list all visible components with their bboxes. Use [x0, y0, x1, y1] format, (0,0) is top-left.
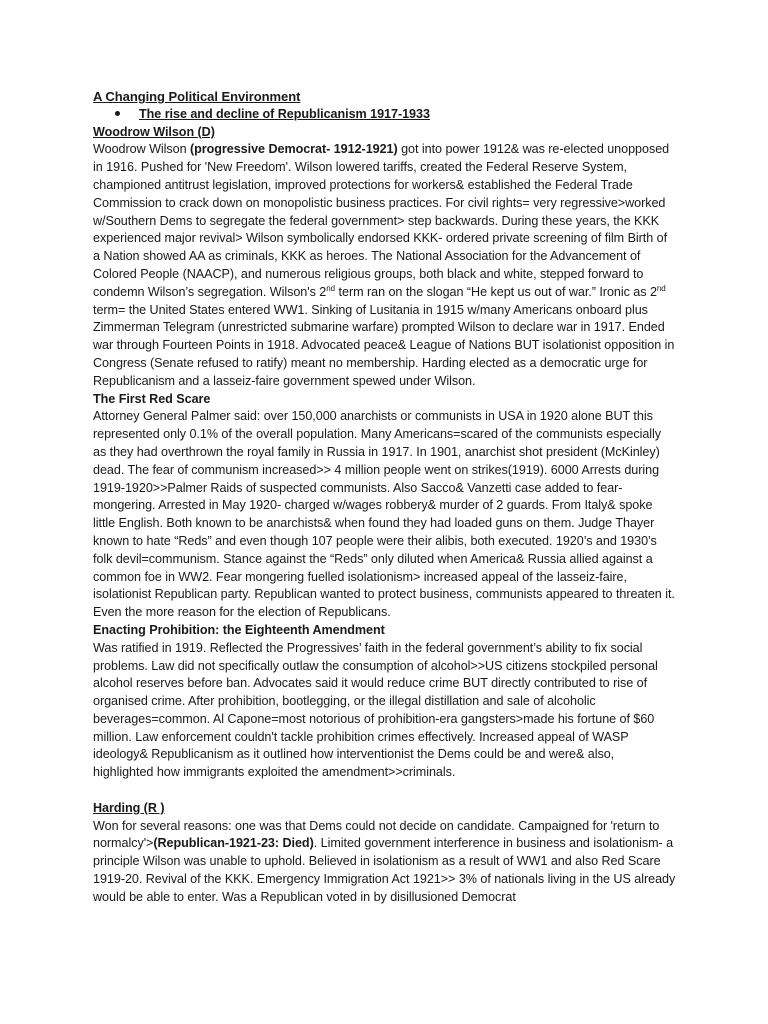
bullet-item [93, 106, 677, 124]
harding-paragraph [93, 818, 677, 907]
document-title: A Changing Political Environment [93, 89, 301, 104]
wilson-text-a: Woodrow Wilson [93, 142, 190, 157]
redscare-heading: The First Red Scare [93, 391, 211, 406]
wilson-text-c: term ran on the slogan “He kept us out of war.” Ironic as 2 [335, 284, 657, 299]
harding-heading: Harding (R ) [93, 800, 165, 815]
bullet-text: The rise and decline of Republicanism 1917-1933 [139, 106, 430, 121]
wilson-sup-1: nd [326, 283, 336, 293]
wilson-sup-2: nd [656, 283, 666, 293]
prohibition-heading: Enacting Prohibition: the Eighteenth Amendment [93, 622, 385, 637]
document-page [93, 88, 677, 907]
redscare-paragraph: Attorney General Palmer said: over 150,000 anarchists or communists in USA in 1920 alone BUT this represented only 0.1% of the overall population. Many Americans=scared of the communists especially as they had overthrown the royal family in Russia in 1917. In 1901, anarchist shot president (McKinley) dead. The fear of communism increased>> 4 million people went on strikes(1919). 6000 Arrests during 1919-1920>>Palmer Raids of suspected communists. Also Sacco& Vanzetti case added to fear-mongering. Arrested in May 1920- charged w/wages robbery& murder of 2 guards. From Italy& spoke little English. Both known to be anarchists& when found they had loaded guns on them. Judge Thayer known to hate “Reds” and even though 107 people were their alibis, both executed. 1920’s and 1930’s folk devil=communism. Stance against the “Reds” only diluted when America& Russia allied against a common foe in WW2. Fear mongering fuelled isolationism> increased appeal of the lasseiz-faire, isolationist Republican party. Republican wanted to protect business, communists appeared to threaten it. Even the more reason for the election of Republicans. [93, 409, 675, 620]
wilson-text-b: got into power 1912& was re-elected unopposed in 1916. Pushed for 'New Freedom'. Wilson lowered tariffs, created the Federal Reserve System, championed antitrust legislation, improved protections for workers& established the Federal Trade Commission to crack down on monopolistic business practices. For civil rights= very regressive>worked w/Southern Dems to segregate the federal government> step backwards. During these years, the KKK experienced major revival> Wilson symbolically endorsed KKK- ordered private screening of film Birth of a Nation showed AA as criminals, KKK as heroes. The National Association for the Advancement of Colored People (NAACP), and numerous religious groups, both black and white, stepped forward to condemn Wilson’s segregation. Wilson's 2 [93, 142, 670, 299]
wilson-heading: Woodrow Wilson (D) [93, 124, 215, 139]
blank-line [93, 782, 677, 800]
harding-text-b: . Limited government interference in business and isolationism- a principle Wilson was unable to uphold. Believed in isolationism as a result of WW1 and also Red Scare 1919-20. Revival of the KKK. Emergency Immigration Act 1921>> 3% of nationals living in the US already would be able to enter. Was a Republican voted in by disillusioned Democrat [93, 836, 676, 904]
harding-text-a: Won for several reasons: one was that Dems could not decide on candidate. Campaigned for 'return to normalcy'> [93, 818, 660, 851]
harding-text-bold: (Republican-1921-23: Died) [153, 836, 314, 851]
wilson-text-d: term= the United States entered WW1. Sinking of Lusitania in 1915 w/many Americans onboard plus Zimmerman Telegram (unrestricted submarine warfare) prompted Wilson to declare war in 1917. Ended war through Fourteen Points in 1918. Advocated peace& League of Nations BUT isolationist opposition in Congress (Senate refused to ratify) meant no membership. Harding elected as a democratic urge for Republicanism and a lasseiz-faire government spewed under Wilson. [93, 302, 675, 388]
wilson-paragraph [93, 141, 677, 390]
bullet-dot-icon [115, 106, 139, 124]
prohibition-paragraph: Was ratified in 1919. Reflected the Progressives’ faith in the federal government’s ability to fix social problems. Law did not specifically outlaw the consumption of alcohol>>US citizens stockpiled personal alcohol reserves before ban. Advocates said it would reduce crime BUT directly contributed to rise of organised crime. After prohibition, bootlegging, or the illegal distillation and sale of alcoholic beverages=common. Al Capone=most notorious of prohibition-era gangsters>made his fortune of $60 million. Law enforcement couldn't tackle prohibition crimes effectively. Increased appeal of WASP ideology& Republicanism as it outlined how interventionist the Dems could be and were& also, highlighted how immigrants exploited the amendment>>criminals. [93, 640, 658, 780]
wilson-text-bold: (progressive Democrat- 1912-1921) [190, 142, 398, 157]
